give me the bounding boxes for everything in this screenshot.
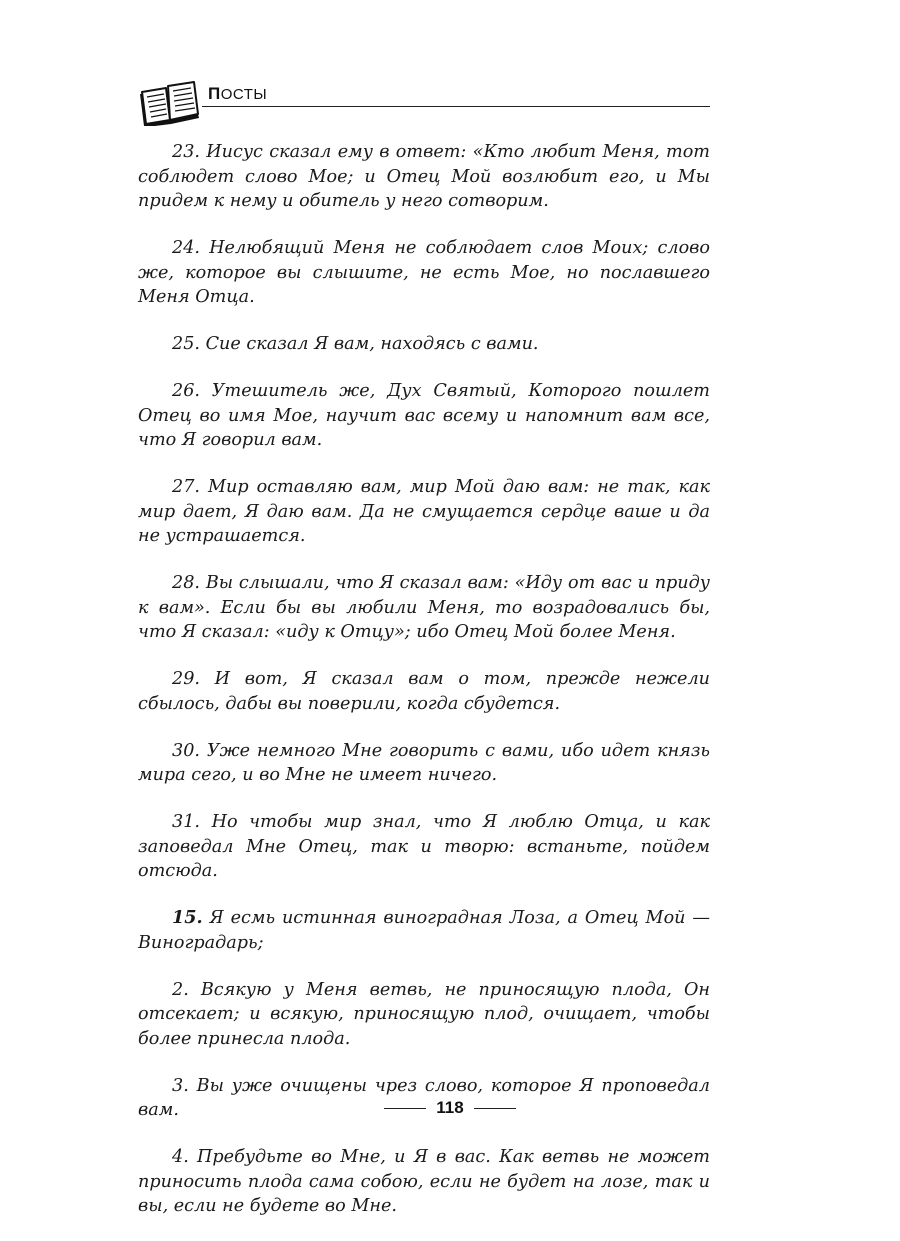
footer-rule-right: [474, 1108, 516, 1109]
verse: 31. Но чтобы мир знал, что Я люблю Отца, и как заповедал Мне Отец, так и творю: встаньте, пойдем отсюда.: [138, 812, 710, 881]
running-header: [138, 78, 710, 128]
verse: 27. Мир оставляю вам, мир Мой даю вам: не так, как мир дает, Я даю вам. Да не смущается сердце ваше и да не устрашается.: [138, 477, 710, 546]
header-rule: [202, 106, 710, 107]
verse: 29. И вот, Я сказал вам о том, прежде нежели сбылось, дабы вы поверили, когда сбудется.: [138, 669, 710, 714]
verse: 3. Вы уже очищены чрез слово, которое Я проповедал вам.: [138, 1075, 710, 1120]
verse: 24. Нелюбящий Меня не соблюдает слов Моих; слово же, которое вы слышите, не есть Мое, но пославшего Меня Отца.: [138, 238, 710, 307]
page-footer: [0, 1096, 900, 1120]
verse: 2. Всякую у Меня ветвь, не приносящую плода, Он отсекает; и всякую, приносящую плод, очищает, чтобы более принесла плода.: [138, 979, 710, 1049]
verse: 23. Иисус сказал ему в ответ: «Кто любит Меня, тот соблюдет слово Мое; и Отец Мой возлюбит его, и Мы придем к нему и обитель у него сотворим.: [138, 142, 710, 211]
section-title: [208, 84, 267, 104]
verse: 4. Пребудьте во Мне, и Я в вас. Как ветвь не может приносить плода сама собою, если не будет на лозе, так и вы, если не будете во Мне.: [138, 1147, 710, 1216]
verse: 25. Сие сказал Я вам, находясь с вами.: [172, 334, 539, 354]
verse: 28. Вы слышали, что Я сказал вам: «Иду от вас и приду к вам». Если бы вы любили Меня, то возрадовались бы, что Я сказал: «иду к Отцу»; ибо Отец Мой более Меня.: [138, 573, 710, 642]
verse: 26. Утешитель же, Дух Святый, Которого пошлет Отец во имя Мое, научит вас всему и напомнит вам все, что Я говорил вам.: [138, 381, 710, 450]
verse-text: Я есмь истинная виноградная Лоза, а Отец Мой — Виноградарь;: [138, 908, 710, 953]
footer-rule-left: [384, 1108, 426, 1109]
chapter-number: 15.: [172, 907, 203, 928]
chapter-verse: [138, 906, 710, 955]
verse: 30. Уже немного Мне говорить с вами, ибо идет князь мира сего, и во Мне не имеет ничего.: [138, 740, 710, 785]
section-title-initial: П: [208, 84, 221, 103]
open-book-icon: [138, 80, 202, 126]
section-title-rest: ОСТЫ: [220, 86, 268, 103]
page-number: 118: [436, 1098, 464, 1117]
verse-list: [138, 140, 710, 1241]
